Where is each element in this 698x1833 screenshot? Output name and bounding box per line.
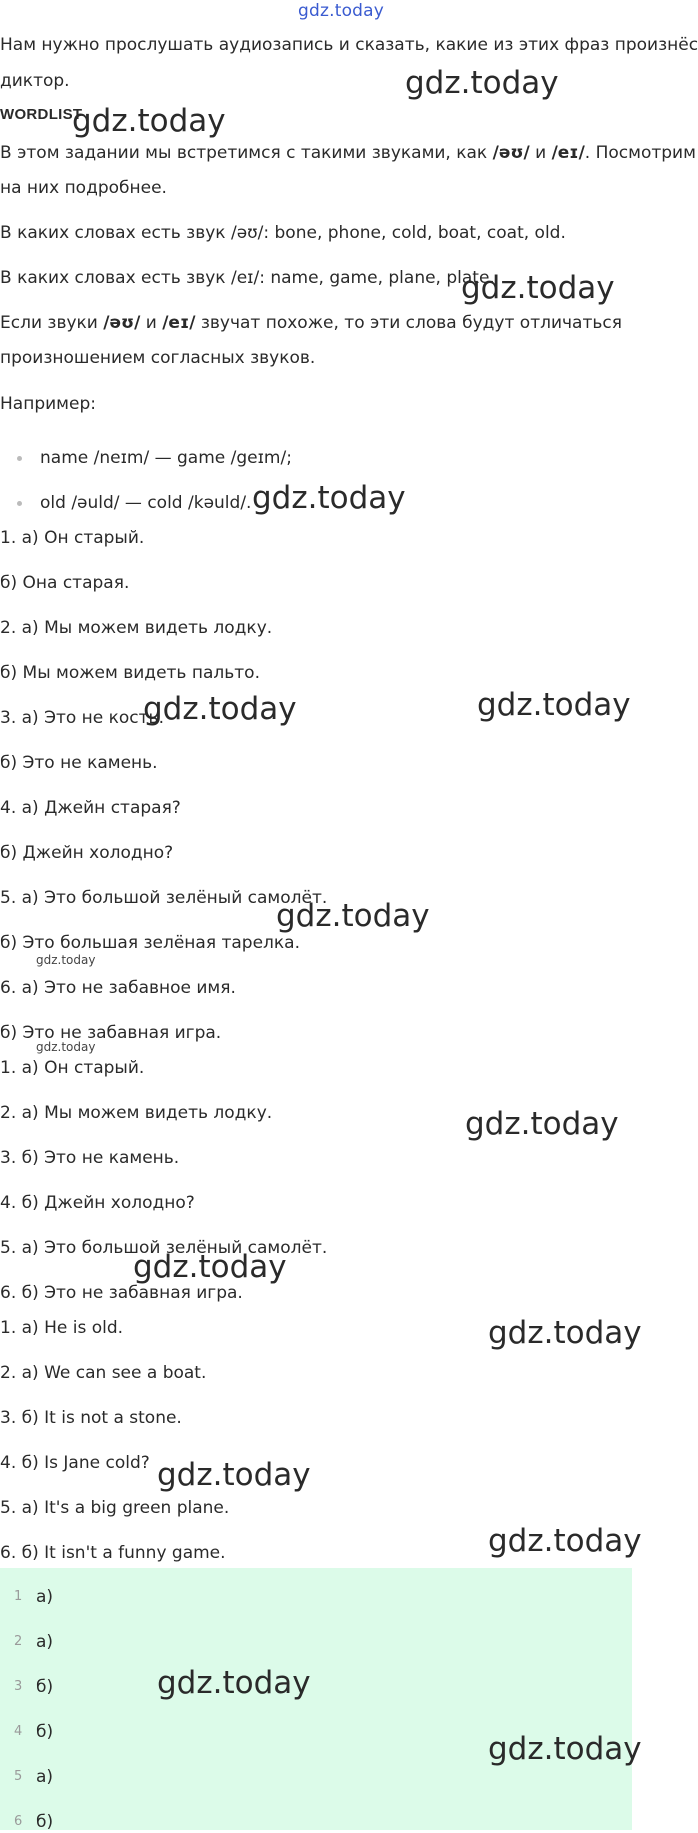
translation-line: 5. а) Это большой зелёный самолёт. xyxy=(0,888,328,908)
answer-en-line: 1. а) He is old. xyxy=(0,1318,124,1338)
final-answer-value: б) xyxy=(36,1677,54,1697)
watermark: gdz.today xyxy=(72,103,226,139)
watermark: gdz.today xyxy=(252,480,406,516)
watermark: gdz.today xyxy=(461,270,615,306)
translation-line: б) Она старая. xyxy=(0,573,130,593)
answer-ru-line: 5. а) Это большой зелёный самолёт. xyxy=(0,1238,328,1258)
site-logo[interactable]: gdz.today xyxy=(298,1,385,21)
answer-ru-line: 1. а) Он старый. xyxy=(0,1058,145,1078)
translation-line: 6. а) Это не забавное имя. xyxy=(0,978,236,998)
answer-en-line: 5. а) It's a big green plane. xyxy=(0,1498,230,1518)
example-item: name /neɪm/ — game /geɪm/; xyxy=(40,448,292,468)
sound-ou: /əʊ/ xyxy=(103,313,141,333)
final-answer-value: б) xyxy=(36,1812,54,1832)
answer-ru-line: 4. б) Джейн холодно? xyxy=(0,1193,195,1213)
final-answer-value: а) xyxy=(36,1587,54,1607)
intro-text-cont: диктор. xyxy=(0,71,70,91)
watermark: gdz.today xyxy=(488,1523,642,1559)
translation-line: 2. а) Мы можем видеть лодку. xyxy=(0,618,273,638)
intro-text: Нам нужно прослушать аудиозапись и сказать, какие из этих фраз произнёс xyxy=(0,35,698,55)
watermark: gdz.today xyxy=(133,1249,287,1285)
watermark-small: gdz.today xyxy=(36,953,96,967)
translation-line: б) Это большая зелёная тарелка. xyxy=(0,933,300,953)
answer-en-line: 2. а) We can see a boat. xyxy=(0,1363,207,1383)
watermark: gdz.today xyxy=(488,1731,642,1767)
final-answer-value: а) xyxy=(36,1767,54,1787)
final-answer-number: 4 xyxy=(14,1724,23,1739)
answer-ru-line: 3. б) Это не камень. xyxy=(0,1148,180,1168)
bullet-icon xyxy=(17,501,22,506)
translation-line: 1. а) Он старый. xyxy=(0,528,145,548)
watermark: gdz.today xyxy=(477,687,631,723)
sounds-paragraph: В этом задании мы встретимся с такими звуками, как /əʊ/ и /eɪ/. Посмотрим xyxy=(0,143,696,163)
compare-paragraph: Если звуки /əʊ/ и /eɪ/ звучат похоже, то эти слова будут отличаться xyxy=(0,313,622,333)
watermark: gdz.today xyxy=(157,1457,311,1493)
answer-en-line: 4. б) Is Jane cold? xyxy=(0,1453,150,1473)
final-answer-number: 5 xyxy=(14,1769,23,1784)
answer-en-line: 3. б) It is not a stone. xyxy=(0,1408,182,1428)
watermark: gdz.today xyxy=(143,691,297,727)
ei-words: В каких словах есть звук /eɪ/: name, game, plane, plate. xyxy=(0,268,495,288)
answer-ru-line: 2. а) Мы можем видеть лодку. xyxy=(0,1103,273,1123)
final-answer-value: б) xyxy=(36,1722,54,1742)
answer-en-line: 6. б) It isn't a funny game. xyxy=(0,1543,226,1563)
sound-ei: /eɪ/ xyxy=(162,313,196,333)
sounds-paragraph-cont: на них подробнее. xyxy=(0,178,167,198)
example-label: Например: xyxy=(0,394,96,414)
translation-line: б) Это не забавная игра. xyxy=(0,1023,222,1043)
bullet-icon xyxy=(17,456,22,461)
translation-line: б) Джейн холодно? xyxy=(0,843,174,863)
watermark: gdz.today xyxy=(276,898,430,934)
watermark: gdz.today xyxy=(157,1665,311,1701)
translation-line: б) Мы можем видеть пальто. xyxy=(0,663,260,683)
final-answer-number: 1 xyxy=(14,1589,23,1604)
translation-line: 3. а) Это не кость. xyxy=(0,708,164,728)
watermark: gdz.today xyxy=(488,1315,642,1351)
sound-ou: /əʊ/ xyxy=(492,143,530,163)
translation-line: 4. а) Джейн старая? xyxy=(0,798,181,818)
watermark-small: gdz.today xyxy=(36,1040,96,1054)
final-answers-box xyxy=(0,1568,632,1830)
final-answer-number: 3 xyxy=(14,1679,23,1694)
ou-words: В каких словах есть звук /əʊ/: bone, phone, cold, boat, coat, old. xyxy=(0,223,566,243)
sound-ei: /eɪ/ xyxy=(551,143,585,163)
compare-paragraph-cont: произношением согласных звуков. xyxy=(0,348,316,368)
watermark: gdz.today xyxy=(405,65,559,101)
answer-ru-line: 6. б) Это не забавная игра. xyxy=(0,1283,243,1303)
wordlist-heading: WORDLIST xyxy=(0,106,83,123)
translation-line: б) Это не камень. xyxy=(0,753,158,773)
final-answer-value: а) xyxy=(36,1632,54,1652)
example-item: old /əuld/ — cold /kəuld/. xyxy=(40,493,252,513)
final-answer-number: 2 xyxy=(14,1634,23,1649)
watermark: gdz.today xyxy=(465,1106,619,1142)
final-answer-number: 6 xyxy=(14,1814,23,1829)
